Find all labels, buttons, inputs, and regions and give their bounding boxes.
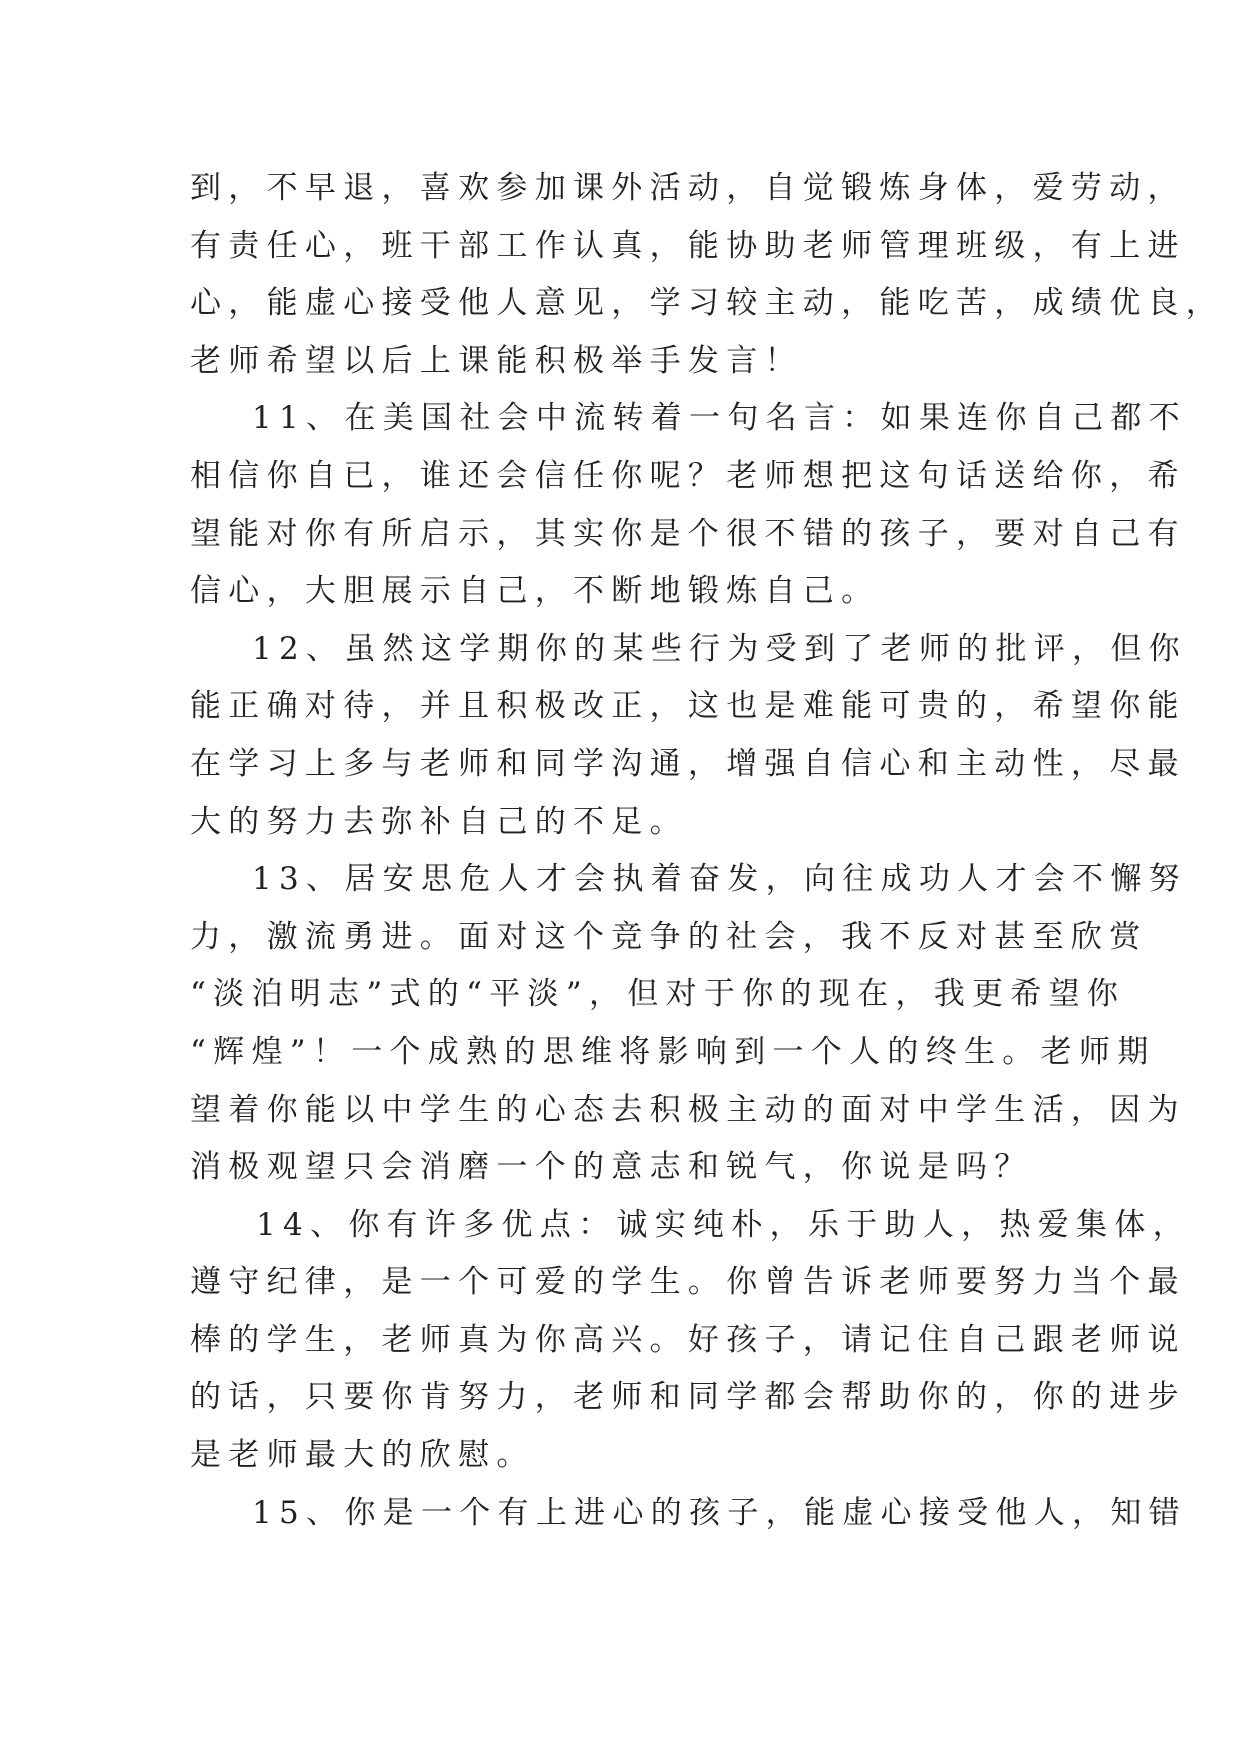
paragraph-14 — [190, 1197, 1191, 1485]
text-line: 棒的学生，老师真为你高兴。好孩子，请记住自己跟老师说 — [190, 1321, 1186, 1358]
text-line: 12、虽然这学期你的某些行为受到了老师的批评，但你 — [252, 630, 1187, 667]
text-line: 遵守纪律，是一个可爱的学生。你曾告诉老师要努力当个最 — [190, 1264, 1186, 1301]
text-line: 11、在美国社会中流转着一句名言：如果连你自己都不 — [252, 400, 1187, 437]
text-line: 13、居安思危人才会执着奋发，向往成功人才会不懈努 — [252, 861, 1187, 898]
paragraph-continuation — [190, 160, 1225, 390]
paragraph-12 — [190, 621, 1187, 851]
text-line: 望着你能以中学生的心态去积极主动的面对中学生活，因为 — [190, 1091, 1186, 1128]
text-line: 老师希望以后上课能积极举手发言！ — [190, 342, 803, 379]
text-line: 的话，只要你肯努力，老师和同学都会帮助你的，你的进步 — [190, 1379, 1186, 1416]
text-line: 14、你有许多优点：诚实纯朴，乐于助人，热爱集体， — [256, 1206, 1191, 1243]
text-line: 力，激流勇进。面对这个竞争的社会，我不反对甚至欣赏 — [190, 918, 1148, 955]
text-line: 心，能虚心接受他人意见，学习较主动，能吃苦，成绩优良， — [190, 285, 1225, 322]
paragraph-11 — [190, 390, 1187, 620]
text-line: 相信你自已，谁还会信任你呢？老师想把这句话送给你，希 — [190, 457, 1186, 494]
text-line: 到，不早退，喜欢参加课外活动，自觉锻炼身体，爱劳动， — [190, 170, 1186, 206]
paragraph-15 — [190, 1485, 1187, 1543]
text-line: 在学习上多与老师和同学沟通，增强自信心和主动性，尽最 — [190, 745, 1186, 782]
text-line: 是老师最大的欣慰。 — [190, 1437, 535, 1474]
text-line: 能正确对待，并且积极改正，这也是难能可贵的，希望你能 — [190, 688, 1186, 725]
text-line: 有责任心，班干部工作认真，能协助老师管理班级，有上进 — [190, 227, 1186, 264]
text-line: “辉煌”！一个成熟的思维将影响到一个人的终生。老师期 — [190, 1033, 1156, 1070]
text-line: 消极观望只会消磨一个的意志和锐气，你说是吗？ — [190, 1149, 1033, 1186]
text-line: 信心，大胆展示自己，不断地锻炼自己。 — [190, 573, 880, 610]
text-line: 大的努力去弥补自己的不足。 — [190, 803, 688, 840]
text-line: “淡泊明志”式的“平淡”，但对于你的现在，我更希望你 — [190, 976, 1126, 1013]
document-body — [190, 160, 1225, 1542]
text-line: 15、你是一个有上进心的孩子，能虚心接受他人，知错 — [252, 1494, 1187, 1531]
paragraph-13 — [190, 851, 1187, 1197]
text-line: 望能对你有所启示，其实你是个很不错的孩子，要对自己有 — [190, 515, 1186, 552]
